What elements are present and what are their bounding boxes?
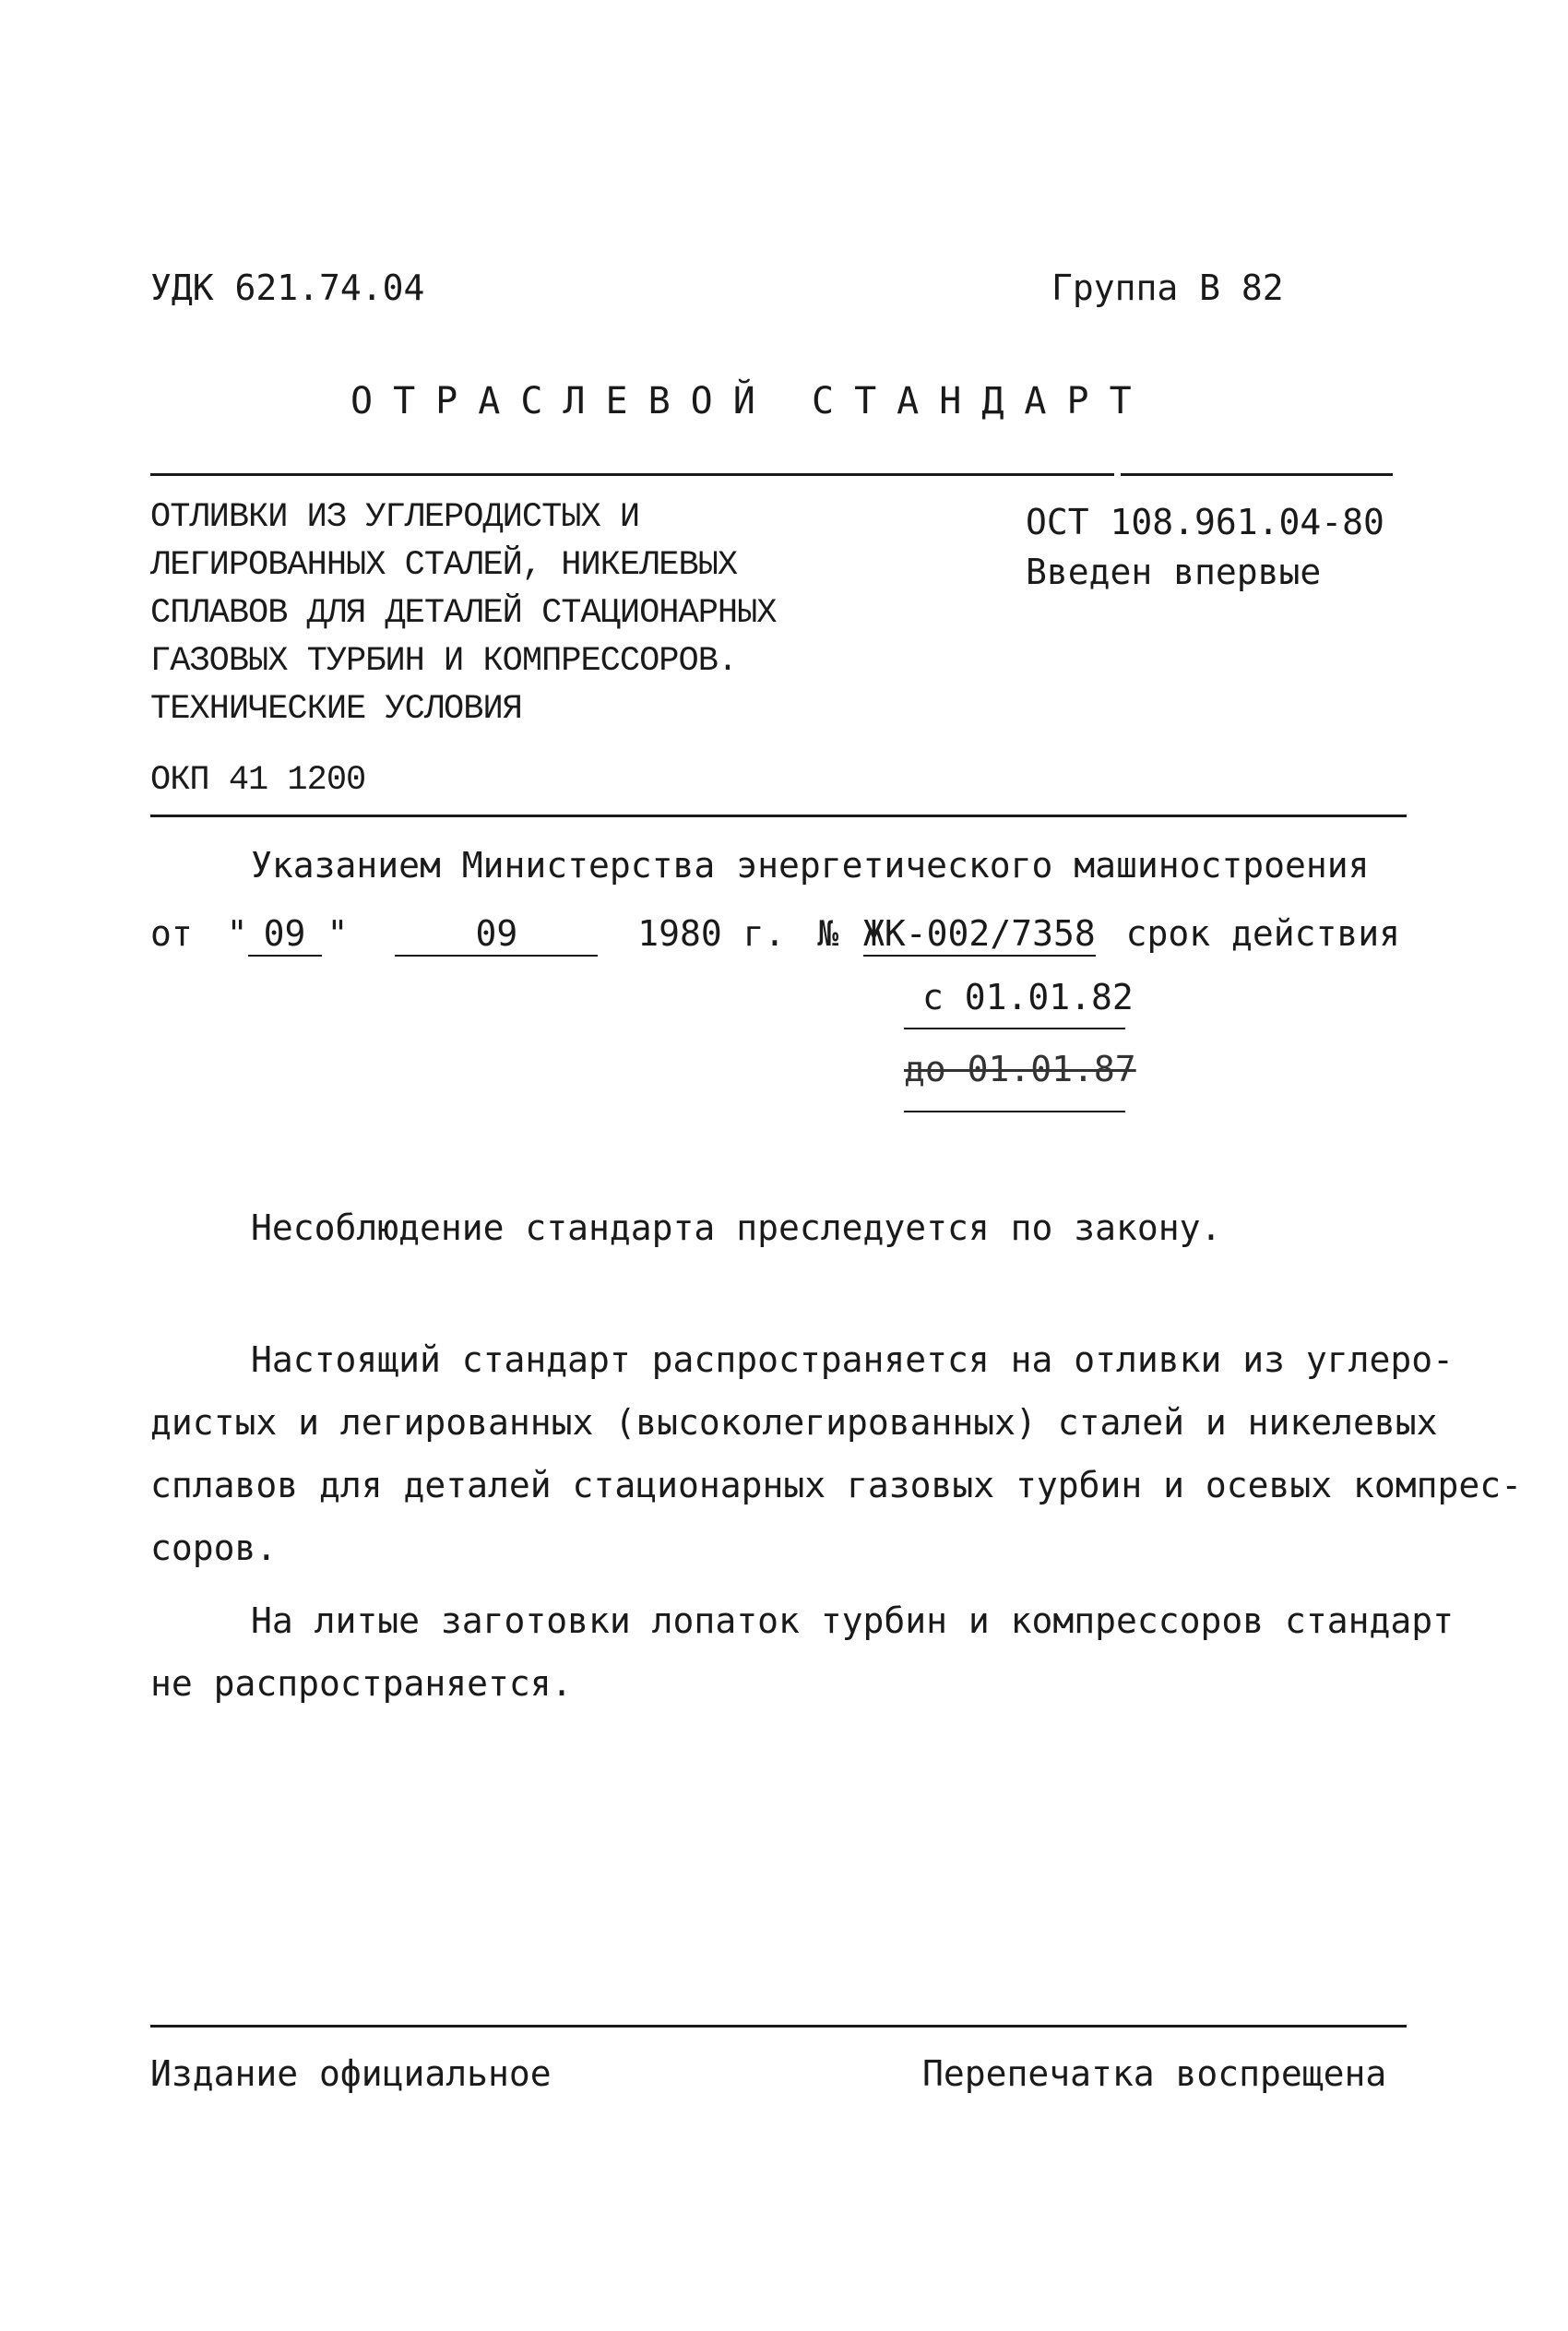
valid-to: до 01.01.87 bbox=[904, 1049, 1136, 1089]
title-line: ГАЗОВЫХ ТУРБИН И КОМПРЕССОРОВ. bbox=[150, 642, 738, 681]
paragraph-line: сплавов для деталей стационарных газовых турбин и осевых компрес- bbox=[150, 1465, 1523, 1505]
date-month: 09 bbox=[395, 912, 598, 957]
date-day: 09 bbox=[248, 912, 322, 957]
valid-from-underline bbox=[904, 1028, 1125, 1029]
paragraph-line: не распространяется. bbox=[150, 1663, 573, 1704]
rule-footer bbox=[150, 2025, 1407, 2028]
okp-code: ОКП 41 1200 bbox=[150, 761, 366, 800]
paragraph-line: На литые заготовки лопаток турбин и компрессоров стандарт bbox=[251, 1600, 1455, 1641]
from-label: от bbox=[150, 913, 193, 954]
exclusion-paragraph bbox=[150, 1589, 1454, 1715]
title-line: СПЛАВОВ ДЛЯ ДЕТАЛЕЙ СТАЦИОНАРНЫХ bbox=[150, 594, 777, 633]
directive-line: Указанием Министерства энергетического машиностроения bbox=[251, 845, 1370, 886]
title-line: ЛЕГИРОВАННЫХ СТАЛЕЙ, НИКЕЛЕВЫХ bbox=[150, 546, 738, 585]
paragraph-line: соров. bbox=[150, 1528, 278, 1568]
date-year: 1980 г. bbox=[637, 913, 786, 954]
reprint-notice: Перепечатка воспрещена bbox=[922, 2053, 1387, 2094]
legal-warning: Несоблюдение стандарта преследуется по закону. bbox=[251, 1207, 1222, 1248]
rule-top-right bbox=[1121, 473, 1393, 476]
number-sign: № bbox=[817, 913, 839, 954]
quote-close: " bbox=[327, 913, 349, 954]
standard-type-word2: СТАНДАРТ bbox=[812, 380, 1152, 422]
valid-from: с 01.01.82 bbox=[922, 977, 1134, 1017]
standard-type-word1: ОТРАСЛЕВОЙ bbox=[350, 380, 776, 422]
rule-top-left bbox=[150, 473, 1114, 476]
udk-code: УДК 621.74.04 bbox=[150, 268, 425, 308]
rule-mid bbox=[150, 815, 1407, 817]
paragraph-line: дистых и легированных (высоколегированных) сталей и никелевых bbox=[150, 1402, 1438, 1443]
edition-label: Издание официальное bbox=[150, 2053, 552, 2094]
valid-to-underline bbox=[904, 1111, 1125, 1112]
directive-date-line bbox=[150, 910, 1400, 957]
title-line: ОТЛИВКИ ИЗ УГЛЕРОДИСТЫХ И bbox=[150, 498, 640, 537]
order-number: ЖК-002/7358 bbox=[863, 912, 1096, 957]
quote-open: " bbox=[226, 913, 248, 954]
introduced-status: Введен впервые bbox=[1026, 552, 1322, 592]
standard-number: ОСТ 108.961.04-80 bbox=[1026, 502, 1384, 542]
standard-title bbox=[150, 494, 777, 733]
scope-paragraph bbox=[150, 1328, 1522, 1579]
paragraph-line: Настоящий стандарт распространяется на отливки из углеро- bbox=[251, 1339, 1455, 1380]
title-line: ТЕХНИЧЕСКИЕ УСЛОВИЯ bbox=[150, 690, 522, 729]
group-code: Группа В 82 bbox=[1051, 268, 1284, 308]
validity-label: срок действия bbox=[1125, 913, 1401, 954]
